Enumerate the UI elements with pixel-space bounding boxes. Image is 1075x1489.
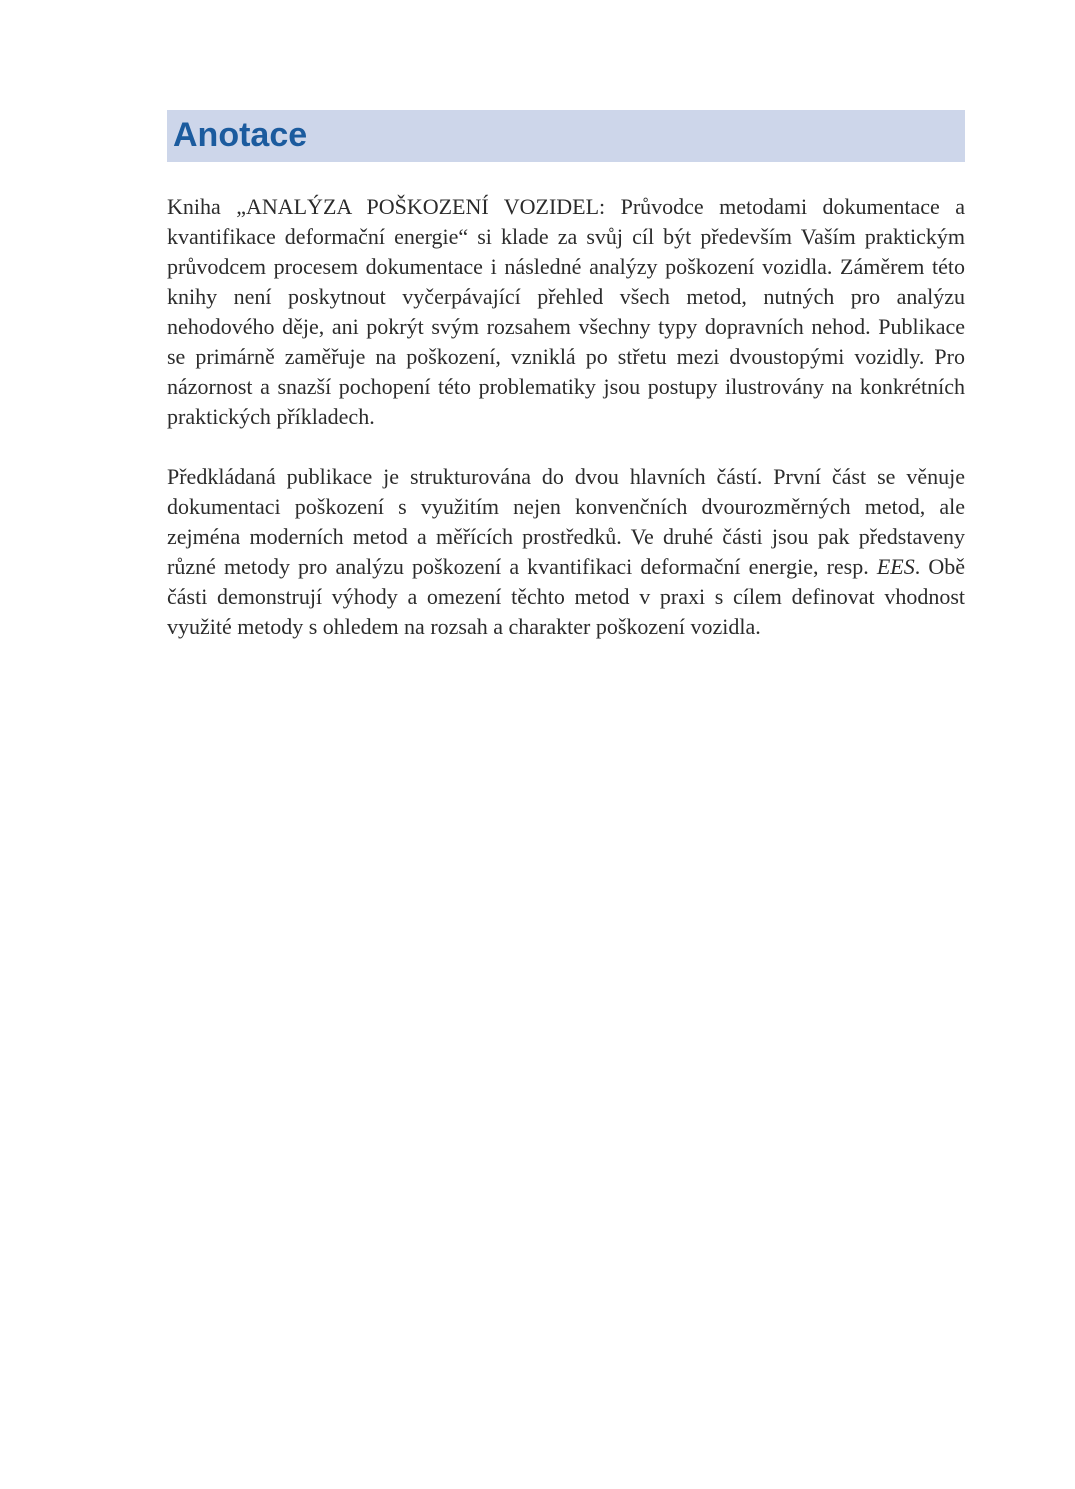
page-title: Anotace <box>173 116 308 154</box>
paragraph-2-text-before: Předkládaná publikace je strukturována do dvou hlavních částí. První část se věnuje dokumentaci poškození s využitím nejen konvenčních dvourozměrných metod, ale zejména moderních metod a měřících prostředků. Ve druhé části jsou pak představeny různé metody pro analýzu poškození a kvantifikaci deformační energie, resp. <box>167 464 965 579</box>
page-content <box>167 110 965 642</box>
annotation-paragraph-2 <box>167 462 965 642</box>
annotation-paragraph-1: Kniha „ANALÝZA POŠKOZENÍ VOZIDEL: Průvodce metodami dokumentace a kvantifikace deformační energie“ si klade za svůj cíl být především Vaším praktickým průvodcem procesem dokumentace i následné analýzy poškození vozidla. Záměrem této knihy není poskytnout vyčerpávající přehled všech metod, nutných pro analýzu nehodového děje, ani pokrýt svým rozsahem všechny typy dopravních nehod. Publikace se primárně zaměřuje na poškození, vzniklá po střetu mezi dvoustopými vozidly. Pro názornost a snazší pochopení této problematiky jsou postupy ilustrovány na konkrétních praktických příkladech. <box>167 194 965 429</box>
section-header-bar <box>167 110 965 162</box>
paragraph-2-text-after: . Obě části demonstrují výhody a omezení těchto metod v praxi s cílem definovat vhodnost využité metody s ohledem na rozsah a charakter poškození vozidla. <box>167 554 965 639</box>
ees-term: EES <box>876 554 915 579</box>
annotation-body <box>167 192 965 642</box>
